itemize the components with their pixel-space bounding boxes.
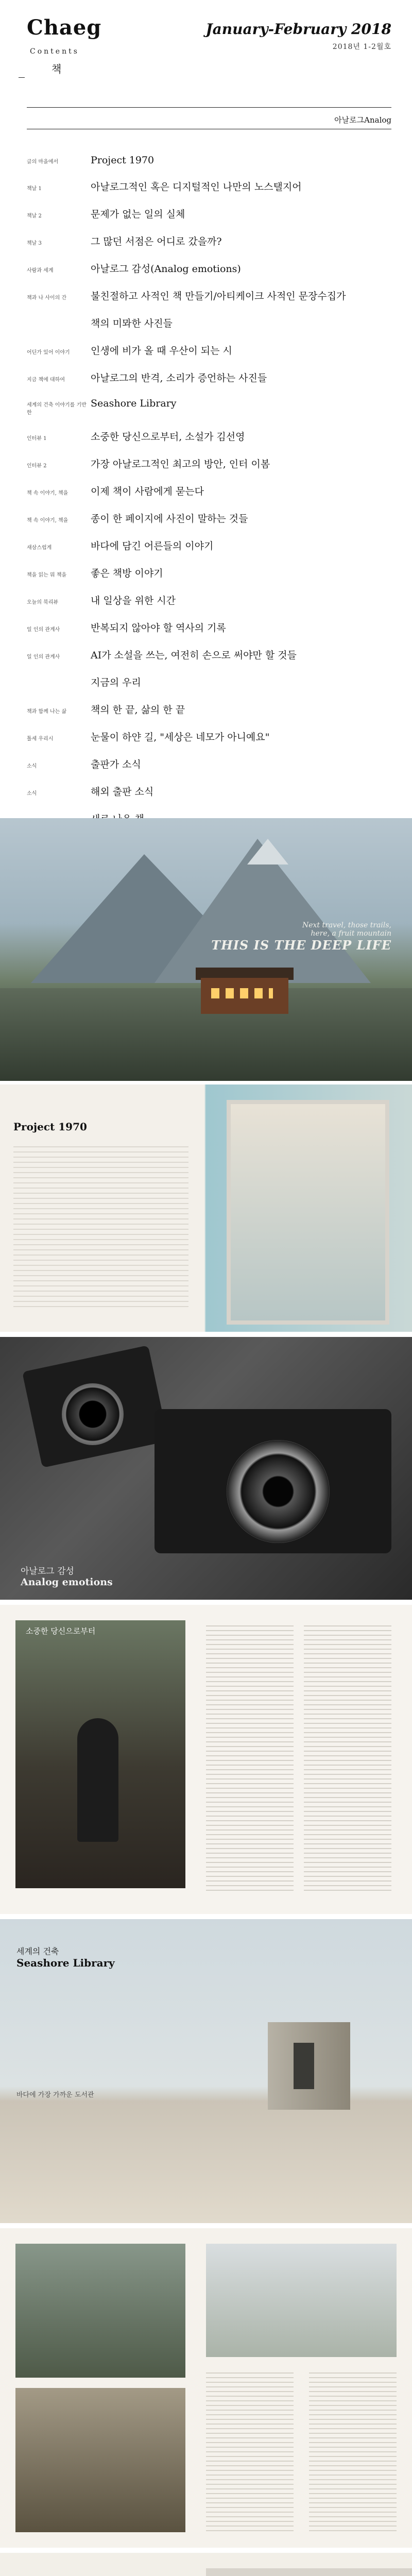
contents-category: 어딘가 있어 이야기 [27,350,70,355]
contents-title: 소중한 당신으로부터, 소설가 김선영 [91,431,245,443]
contents-category: 책날 2 [27,213,42,219]
contents-item [27,648,398,662]
spread-title [21,1564,113,1588]
contents-title: 그 많던 서점은 어디로 갔을까? [91,236,222,247]
contents-item [27,343,398,357]
contents-title: 아날로그의 반격, 소리가 증언하는 사진들 [91,372,267,384]
issue-date: January-February 2018 [205,21,391,38]
contents-page [0,0,412,806]
issue-korean-date: 2018년 1-2월호 [332,43,391,51]
contents-korean-label: 책 [52,63,62,75]
contents-title: 가장 아날로그적인 최고의 방안, 인터 이봄 [91,459,270,470]
contents-item [27,398,398,416]
cabin-photo [15,2244,185,2378]
spread-title [16,1945,115,1969]
body-text-column [304,1625,391,1893]
caption-headline: THIS IS THE DEEP LIFE [211,938,391,953]
body-text-column [206,2372,294,2532]
camera-lens [227,1440,330,1543]
circular-photo [206,2568,412,2576]
lake-caption [211,921,391,953]
contents-category: 지금 책에 대하여 [27,377,65,383]
contents-title: 바다에 담긴 어른들의 이야기 [91,540,214,552]
divider [27,107,391,108]
cabin-windows [211,988,273,998]
contents-category: 책을 읽는 뭐 책을 [27,572,67,578]
caption-line: here, a fruit mountain [311,929,391,938]
cover-story-label: 아날로그Analog [334,115,391,125]
section-label: 세계의 건축 [16,1946,59,1956]
body-text-column [309,2372,397,2532]
contents-category: 사람과 세계 [27,268,54,274]
cabin-photo [15,2388,185,2532]
cabin-photo [206,2244,397,2357]
contents-item [27,370,398,384]
contents-item [27,784,398,798]
contents-category: 오늘의 북리뷰 [27,600,59,605]
title-english: Analog emotions [21,1577,113,1588]
contents-title: 좋은 책방 이야기 [91,568,163,579]
lake-photo-spread [0,818,412,1081]
contents-title: Project 1970 [91,155,154,166]
contents-item [27,289,398,302]
contents-item [27,484,398,498]
contents-title: 아날로그적인 혹은 디지털적인 나만의 노스탤지어 [91,181,302,193]
contents-title: 내 일상을 위한 시간 [91,595,176,606]
magazine-logo: Chaeg [27,15,102,40]
contents-item [27,179,398,193]
camera-lens [62,1383,124,1445]
contents-category: 인터뷰 1 [27,436,47,442]
contents-category: 소식 [27,791,37,796]
contents-title: 종이 한 페이지에 사진이 말하는 것들 [91,513,248,524]
cabin-spread [0,2228,412,2548]
analog-emotions-spread [0,1337,412,1600]
contents-category: 새삼스럽게 [27,545,52,551]
contents-item [27,456,398,470]
contents-category: 소식 [27,764,37,769]
contents-category: 책과 함께 나는 삶 [27,709,67,715]
window-photo [227,1100,389,1325]
contents-title: 인생에 비가 올 때 우산이 되는 시 [91,345,232,357]
body-text-column [206,1625,294,1893]
project-1970-spread [0,1084,412,1332]
contents-item [27,261,398,275]
interviewee-figure [77,1718,118,1842]
contents-category: 책 속 이야기, 책을 [27,518,68,523]
title-english: Seashore Library [16,1957,115,1969]
contents-item [27,429,398,443]
caption-line: Next travel, those trails, [302,921,391,929]
contents-title: 이제 책이 사람에게 묻는다 [91,486,204,497]
interview-quote: 소중한 당신으로부터 [26,1626,96,1636]
contents-title: 출판가 소식 [91,759,141,770]
contents-item [27,316,398,330]
divider [19,77,25,78]
snow-peak [247,839,288,865]
contents-item [27,757,398,771]
contents-item [27,730,398,743]
title-korean: 아날로그 감성 [21,1566,74,1577]
library-door [294,2043,314,2089]
spread-lead: 바다에 가장 가까운 도서관 [16,2091,94,2099]
contents-item [27,566,398,580]
contents-title: 지금의 우리 [91,677,141,688]
contents-title: AI가 소설을 쓰는, 여전히 손으로 써야만 할 것들 [91,650,297,661]
contents-item [27,702,398,716]
contents-item [27,511,398,525]
contents-title: 책의 미뫄한 사진들 [91,318,173,329]
contents-title: 반복되지 않아야 할 역사의 기록 [91,622,226,634]
contents-item [27,675,398,689]
contents-item [27,620,398,634]
contents-category: 일 인의 관계사 [27,654,60,660]
contents-category: 인터뷰 2 [27,463,47,469]
contents-category: 책 속 이야기, 책을 [27,490,68,496]
contents-category: 책날 1 [27,186,42,192]
contents-label: Contents [30,47,79,56]
seashore-library-spread [0,1919,412,2223]
interview-spread [0,1605,412,1914]
contents-item [27,207,398,221]
contents-title: 아날로그 감성(Analog emotions) [91,263,241,275]
contents-category: 책과 나 사이의 간 [27,295,67,301]
contents-title: 해외 출판 소식 [91,786,154,798]
contents-category: 글의 마을에서 [27,159,59,165]
contents-item [27,538,398,552]
contents-category: 톨세 우리시 [27,736,54,742]
contents-title: 책의 한 끝, 삶의 한 끝 [91,704,185,716]
contents-title: Seashore Library [91,398,177,409]
contents-category: 일 인의 관계사 [27,627,60,633]
body-text-block [13,1146,188,1311]
contents-item [27,155,398,166]
contents-title: 불친절하고 사적인 책 만들기/아티케이크 사적인 문장수집가 [91,291,346,302]
contents-item [27,593,398,607]
contents-item [27,234,398,248]
photographer-spread [0,2553,412,2576]
contents-title: 문제가 없는 일의 실체 [91,209,185,220]
contents-title: 눈물이 하얀 길, "세상은 네모가 아니예요" [91,732,270,743]
contents-category: 세계의 건축 이야기를 기반한 [27,402,87,416]
contents-category: 책날 3 [27,241,42,246]
spread-title: Project 1970 [13,1121,87,1133]
